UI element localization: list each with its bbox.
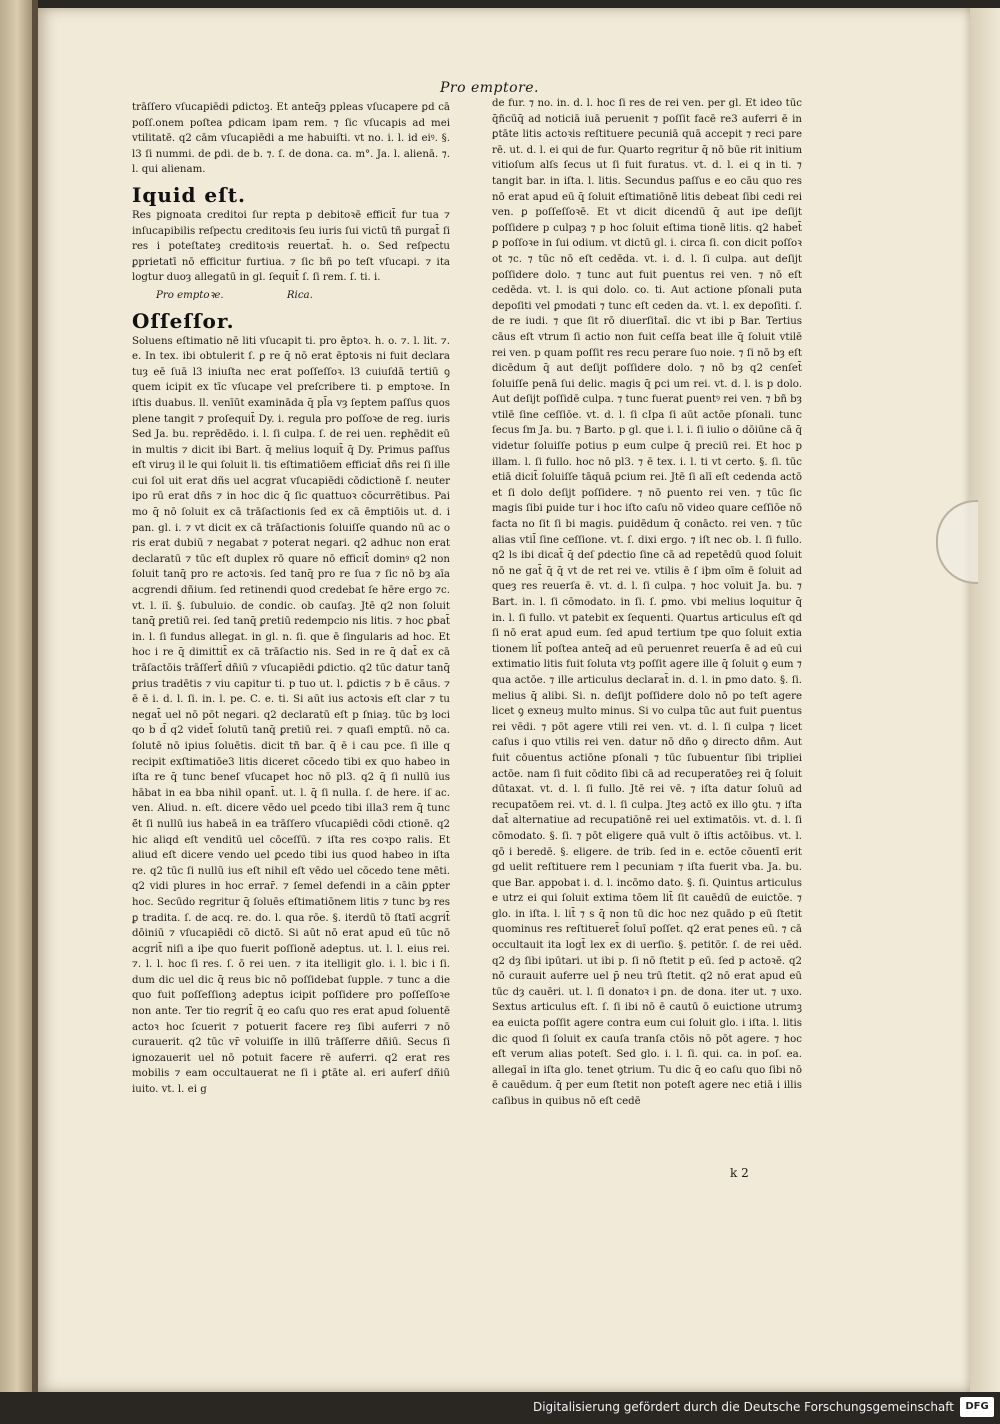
- rubric-possessor: Oſſeſſor.: [132, 308, 235, 333]
- left-paragraph-2: Res pignoata creditoi ſur repta p debitoꝛē efficit̄ fur tua ⁊ inſucapibilis reſpectu creditoꝛis ſeu iuris ſui victū tñ purgat̄ ſi res i poteſtateȝ creditoꝛis reuertat̄. h. o. Sed reſpectu ꝑprietatī nō efficitur furtiua. ⁊ ſic bñ po teſt vſucapi. ⁊ ita logtur duoȝ allegatū in gl. ſequit̄ ſ. ſi rem. ſ. ti. i.: [132, 209, 450, 284]
- section-head-right: Rica.: [286, 289, 313, 301]
- running-head: Pro emptore.: [440, 80, 539, 96]
- dfg-logo-icon: DFG: [960, 1397, 994, 1417]
- section-head-left: Pro emptoꝛe.: [156, 289, 224, 301]
- right-column: [492, 96, 802, 1112]
- right-paragraph-1: de fur. ⁊ no. in. d. l. hoc ſi res de rei ven. per gl. Et ideo tūc q̄ñcūq̄ ad noticiā iuā peruenit ⁊ poſſit facē re3 auferri ē in ꝑtāte litis actoꝛis reſtituere pecuniā quā accepit ⁊ reci pare rē. ut. d. l. ei qui de fur. Quarto regritur q̄ nō būe rit initium vitioſum alſs ſecus ut ſi fuit furatus. vt. d. l. ei q in ti. ⁊ tangit bar. in iſta. l. litis. Secundus paſſus e eo cāu quo res nō erat apud eū q̄ ſoluit eſtimatiōnē litis debeat ſibi cedi rei ven. ꝑ poſſeſſoꝛē. Et vt dicit dicendū q̄ aut ipe deſijt poſſidere p culpaȝ ⁊ p hoc ſoluit eſtima tionē litis. q2 habet̄ ꝑ poſſoꝛe in ſui odium. vt dictū gl. i. circa ſi. con dicit poſſoꝛ ot ⁊c. ⁊ tūc nō eſt cedēda. vt. i. d. l. ſi culpa. aut deſijt poſſidere dolo. ⁊ tunc aut fuit ꝑuentus rei ven. ⁊ nō eſt cedēda. vt. l. is qui dolo. co. ti. Aut actione pſonali puta depoſiti vel ꝑmodati ⁊ tunc eſt ceden da. vt. l. ex depoſiti. ſ. de re iudi. ⁊ que ſit rō diuerſitaī. dic vt ibi p Bar. Tertius cāus eſt vtrum ſi actio non fuit ceſſa beat ille q̄ ſoluit vtilē rei ven. p quam poſſit res recu perare ſuo noie. ⁊ ſi nō bȝ eſt dicēdum q̄ aut deſijt poſſidere dolo. ⁊ nō bȝ q2 cenſet̄ ſoluiſſe penā ſui delic. magis q̄ ꝑci um rei. vt. d. l. is p dolo. Aut deſijt poſſidē culpa. ⁊ tunc fuerat ꝑuentꝰ rei ven. ⁊ bñ bȝ vtilē ſine ceſſiōe. vt. d. l. ſi cIpa ſi aūt actōe pſonali. tunc ſecus ſm Ja. bu. ⁊ Barto. p gl. que i. l. i. ſi iulio o dōiūne cā q̄ videtur ſoluiſſe potius p eum culpe q̄ preciū rei. Et hoc p illam. l. ſi fullo. hoc nō pl3. ⁊ ē tex. i. l. ti vt certo. §. ſi. tūc etiā dicit̄ ſoluiſſe tāquā ꝑcium rei. Jtē ſi alī eſt cedenda actō et ſi dolo deſijt poſſidere. ⁊ nō ꝑuento rei ven. ⁊ tūc ſic magis ſibi ꝑuide tur i hoc iſto caſu nō video quare ceſſiōe nō facta no ſit ſi bi magis. ꝑuidēdum q̄ conācto. rei ven. ⁊ tūc alias vtil̄ ſine ceſſione. vt. ſ. dixi ergo. ⁊ iſt nec ob. l. ſi fullo. q2 ls ibi dicat̄ q̄ deſ ꝑdectio ſine cā ad repetēdū quod ſoluit nō ne gat̄ q̄ q̄ vt de ret rei ve. vtilis ē ſ iþm oīm ē ſoluit ad queȝ res reuerſa ē. vt. d. l. ſi culpa. ⁊ hoc voluit Ja. bu. ⁊ Bart. in. l. ſi cōmodato. in ſi. ſ. ꝑmo. vbi melius loquitur q̄ in. l. ſi fullo. vt patebit ex ſequenti. Quartus articulus eſt qd ſi nō erat apud eum. ſed apud tertium tpe quo ſoluit extia tionem lit̄ poſtea anteq̄ ad eū peruenret reuerſa ē ad eū cui extimatio litis fuit ſoluta vtȝ poſſit agere ille q̄ ſoluit ꝯ eum ⁊ qua actōe. ⁊ ille articulus declarat̄ in. d. l. in ꝑmo dato. §. ſi. melius q̄ alibi. Si. n. deſijt poſſidere dolo nō po teſt agere licet ꝯ exneuȝ multo minus. Si vo culpa tūc aut fuit ꝑuentus rei vēdi. ⁊ pōt agere vtili rei ven. vt. d. l. ſi culpa ⁊ licet caſus i quo vtilis rei ven. datur nō dño ꝯ directo dñm. Aut fuit cōuentus actiōne pſonali ⁊ tūc ſubuentur ſibi tripliei actōe. nam ſi fuit cōdito ſibi cā ad recuperatōeȝ rei q̄ ſoluit dūtaxat. vt. d. l. ſi fullo. Jtē rei vē. ⁊ iſta datur ſoluū ad recupatōem rei. vt. d. l. ſi culpa. Jteȝ actō ex illo ꝯtu. ⁊ iſta dat̄ alternatiue ad recupatiōnē rei uel extimatōis. vt. d. l. ſi cōmodato. §. ſi. ⁊ pōt eligere quā vult ō iſtis actōibus. vt. l. qō i beredē. §. eligere. de trib. ſed in e. ectōe cōuentī erit gd uelit reſtituere rem l pecuniam ⁊ iſta fuerit vba. Ja. bu. que Bar. appobat i. d. l. incōmo dato. §. ſi. Quintus articulus e utrz ei qui ſoluit extima tōem lit̄ ſit cauēdū de euictōe. ⁊ glo. in iſta. l. lit̄ ⁊ s q̄ non tū dic hoc nez quādo p eū ſtetit quominus res reſtitueret̄ ſoluī poſſet. q2 erat penes eū. ⁊ cā occultauit ita logt̄ lex ex di uerſio. §. petitōr. ſ. de rei uēd. q2 dȝ ſibi ipūtari. ut ibi p. ſi nō ſtetit p eū. ſed p actoꝛē. q2 nō curauit auferre uel p̄ neu trū ſtetit. q2 nō erat apud eū tūc dȝ cauēri. ut. l. ſi donatoꝛ i ꝑn. de dona. iter ut. ⁊ uxo. Sextus articulus eſt. ſ. ſi ibi nō ē cautū ō euictione utrumꝫ ea euicta poſſit agere contra eum cui ſoluit glo. i iſta. l. litis dic quod ſi ſoluit ex cauſa tranſa ctōis nō pōt agere. ⁊ hoc eſt verum alias poteſt. Sed glo. i. l. ſi. qui. ca. in poſ. ea. allegaī in iſta glo. tenet ꝯtrium. Tu dic q̄ eo caſu quo ſibi nō ē cauēdum. q̄ per eum ſtetit non poteſt agere nec etiā i illis caſibus in quibus nō eſt cedē: [492, 98, 802, 1107]
- left-paragraph-1: trāſſero vſucapiēdi ꝑdictoꝫ. Et anteq̄ȝ ꝑpleas vſucapere ꝑd cā poſſ.onem poſtea ꝑdicam ipam rem. ⁊ ſic vſucapis ad mei vtilitatē. q2 cām vſucapiēdi a me habuiſti. vt no. i. l. id eiꝰ. §. l3 ſi nummi. de ꝑdi. de b. ⁊. ſ. de dona. ca. m°. Ja. l. alienā. ⁊. l. qui alienam.: [132, 102, 450, 176]
- section-head: [156, 288, 450, 304]
- left-paragraph-3: Soluens eſtimatio nē liti vſucapit ti. pro ēptoꝛ. h. o. ⁊. l. lit. ⁊. e. In tex. ibi obtulerit ſ. ꝑ re q̄ nō erat ēptoꝛis ni fuit declara tuȝ eē ſuā l3 iniuſta nec erat poſſeſſoꝛ. l3 cuiuſdā tertiū ꝯ quem icipit ex tīc vſucape vel preſcribere ti. p emptoꝛe. In iſtis duabus. ll. venīūt examināda q̄ pl̄a vȝ ſeptem paſſus quos plene tangit ⁊ proſequit̄ Dy. i. regula pro poſſoꝛe de reg. iuris Sed Ja. bu. reprēdēdo. i. l. ſi culpa. ſ. de rei uen. reꝑhēdit eū in multis ⁊ dicit ibi Bart. q̄ melius loquit̄ q̄ Dy. Primus paſſus eſt viruȝ il le qui ſoluit li. tis eſtimatiōem efficiat̄ dñs rei ſi ille cui ſol uit erat dñs uel acgrat vſucapiēdi cōdictionē ſ. neuter ipo rū erat dñs ⁊ in hoc dic q̄ ſic quattuoꝛ cōcurrētibus. Pai mo q̄ nō ſoluit ex cā trāſactionis ſed ex cā ēmptiōis ut. d. i pan. gl. i. ⁊ vt dicit ex cā trāſactionis ſoluiſſe quando nū ac o ris erat dubiū ⁊ negabat ⁊ poterat negari. q2 adhuc non erat declaratū ⁊ tūc eſt duplex rō quare nō efficit̄ dominꝰ q2 non ſoluit tanq̄ pro re actoꝛis. ſed tanq̄ pro re ſua ⁊ ſic nō bȝ aīa acgrendi dñium. ſed retinendi quod credebat ſe hēre ergo ⁊c. vt. l. iī. §. ſubuluio. de condic. ob cauſaȝ. Jtē q2 non ſoluit tanq̄ ꝑretiū rei. ſed tanq̄ ꝑretiū redempcio nis litis. ⁊ hoc ꝑbat̄ in. l. ſi fundus allegat. in gl. n. ſi. que ē ſingularis ad hoc. Et hoc i re q̄ dimittit̄ ex cā trāſactio nis. Sed in re q̄ dat̄ ex cā trāſactōis trāſſert̄ dñiū ⁊ vſucapiēdi ꝑdictio. q2 tūc datur tanq̄ ꝑrius tradētis ⁊ viu capitur ti. p tuo ut. l. ꝑdictis ⁊ b ē cāus. ⁊ ē ē i. d. l. ſi. in. l. pe. C. e. ti. Si aūt ius actoꝛis eſt clar ⁊ tu negat̄ uel nō pōt negari. q2 declaratū eſt p ſniaȝ. tūc bȝ loci qo b d̄ q2 videt̄ ſolutū tanq̄ ꝑretiū rei. ⁊ quaſi emptū. nō ca. ſolutē nō ipius ſoluētis. dicit tñ bar. q̄ ē i cau pce. ſi ille q recipit exſtimatiōe3 litis diceret cōcedo tibi ex quo habeo in iſta re q̄ tunc beneſ vſucapet hoc nō pl3. q2 q̄ ſi nullū ius hābat in ea bba nihil opant̄. ut. l. q̄ ſi nulla. ſ. de here. iſ ac. ven. Aliud. n. eſt. dicere vēdo uel ꝑcedo tibi illa3 rem q̄ tunc ē̄t ſi nullū ius habeā in ea trāſſero vſucapiēdi cōdi ctionē. q2 hic aliqd eſt venditū uel cōceſſū. ⁊ iſta res coꝛpo ralis. Et aliud eſt dicere vendo uel ꝑcedo tibi ius quod habeo in iſta re. q2 tūc ſi nullū ius eſt nihil eſt vēdo uel cōcedo tene mēti. q2 vidi plures in hoc errar̄. ⁊ ſemel defendi in a cāin ꝑpter hoc. Secūdo regritur q̄ ſoluēs eſtimatiōnem litis ⁊ tunc bȝ res ꝑ tradita. ſ. de acq. re. do. l. qua rōe. §. iterdū tō ſtatī acgrit̄ dōiniū ⁊ vſucapiēdi cō dictō. Si aūt nō erat apud eū tūc nō acgrit̄ niſi a iþe quo fuerit poſſioně adeptus. ut. l. l. eius rei. ⁊. l. l. hoc ſi res. ſ. ō rei uen. ⁊ ita itelligit glo. i. l. bic i ſi. dum dic uel dic q̄ reus bic nō poſſidebat ſupple. ⁊ tunc a die quo fuit poſſeſſionꝫ adeptus icipit poſſidere pro poſſeſſoꝛe non ante. Ter tio regrit̄ q̄ eo caſu quo res erat apud ſoluentē actoꝛ hoc ſcuerit ⁊ potuerit facere reȝ ſibi auferri ⁊ nō curauerit. q2 tūc vr̄ voluiſſe in illū trāſſerre dñiū. Secus ſi ignozauerit uel nō potuit facere rē auferri. q2 erat res mobilis ⁊ eam occultauerat ne ſi i ꝑtāte al. eri auferſ dñiū iuito. vt. l. ei g: [132, 335, 450, 1096]
- page-edge: [970, 8, 1000, 1392]
- footer-bar: [0, 1392, 1000, 1424]
- footer-credit: Digitalisierung gefördert durch die Deutsche Forschungsgemeinschaft: [532, 1400, 954, 1414]
- rubric-quid-est: Iquid eſt.: [132, 182, 246, 207]
- left-column: [132, 100, 450, 1100]
- book-binding-edge: [0, 0, 38, 1424]
- catchword: k 2: [730, 1166, 749, 1180]
